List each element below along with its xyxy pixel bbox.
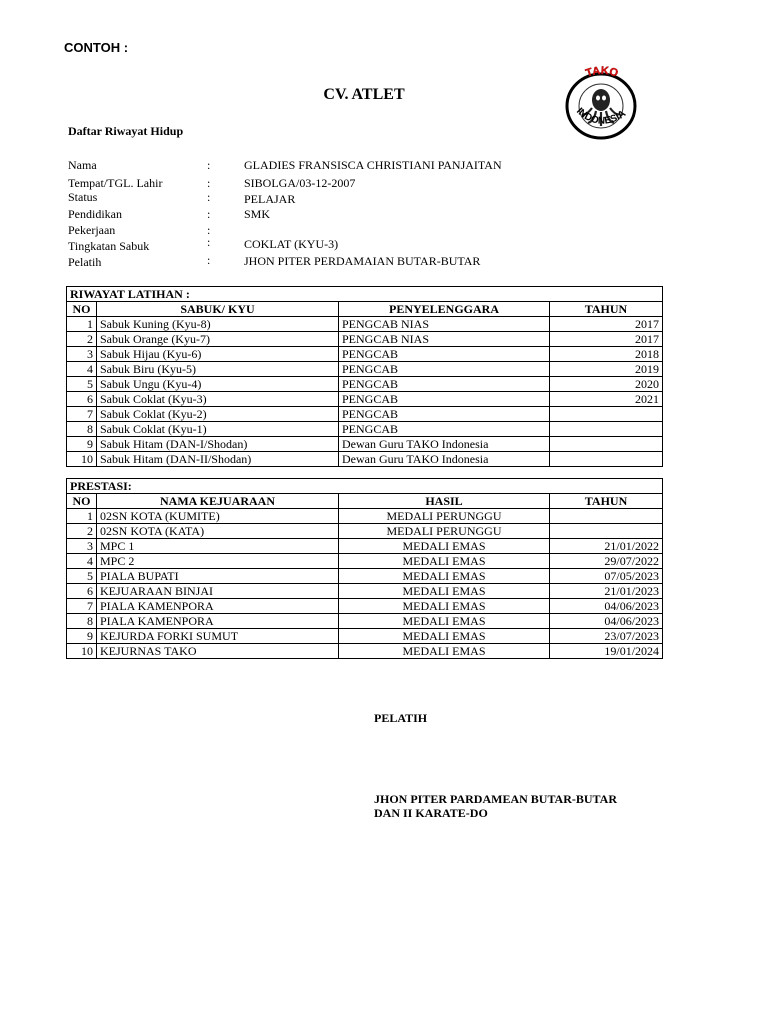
signature-block bbox=[374, 792, 617, 820]
table-cell: MPC 1 bbox=[97, 539, 339, 554]
table-header-row bbox=[67, 494, 663, 509]
table-cell: 07/05/2023 bbox=[550, 569, 663, 584]
training-history-table bbox=[66, 286, 663, 467]
table-cell: Sabuk Coklat (Kyu-3) bbox=[97, 392, 339, 407]
table-cell: 8 bbox=[67, 422, 97, 437]
table-cell: KEJUARAAN BINJAI bbox=[97, 584, 339, 599]
table-cell: Sabuk Ungu (Kyu-4) bbox=[97, 377, 339, 392]
table-cell: 6 bbox=[67, 584, 97, 599]
table-row bbox=[67, 437, 663, 452]
table-cell bbox=[550, 524, 663, 539]
table-cell: PIALA KAMENPORA bbox=[97, 614, 339, 629]
table-cell: 04/06/2023 bbox=[550, 599, 663, 614]
table-cell: 5 bbox=[67, 569, 97, 584]
column-header: TAHUN bbox=[550, 302, 663, 317]
table-cell: KEJURDA FORKI SUMUT bbox=[97, 629, 339, 644]
column-header: SABUK/ KYU bbox=[97, 302, 339, 317]
table-cell: KEJURNAS TAKO bbox=[97, 644, 339, 659]
table-row bbox=[67, 317, 663, 332]
table-cell bbox=[550, 437, 663, 452]
table-section-title-row bbox=[67, 287, 663, 302]
info-value: COKLAT (KYU-3) bbox=[244, 237, 339, 251]
document-subtitle: Daftar Riwayat Hidup bbox=[68, 124, 184, 138]
table-row bbox=[67, 332, 663, 347]
section-title: PRESTASI: bbox=[67, 479, 663, 494]
column-header: PENYELENGGARA bbox=[339, 302, 550, 317]
table-cell bbox=[550, 422, 663, 437]
table-cell: Dewan Guru TAKO Indonesia bbox=[339, 452, 550, 467]
table-cell: MEDALI EMAS bbox=[339, 599, 550, 614]
table-cell: 2021 bbox=[550, 392, 663, 407]
info-value: SMK bbox=[244, 207, 271, 221]
table-cell: 9 bbox=[67, 629, 97, 644]
info-value: PELAJAR bbox=[244, 192, 296, 206]
table-cell: 2017 bbox=[550, 317, 663, 332]
table-cell: Sabuk Hitam (DAN-I/Shodan) bbox=[97, 437, 339, 452]
info-colon: : bbox=[207, 223, 211, 237]
info-label: Pekerjaan bbox=[68, 223, 116, 237]
logo-text-top: TAKO bbox=[584, 66, 620, 80]
table-cell: MEDALI EMAS bbox=[339, 554, 550, 569]
page-title: CV. ATLET bbox=[323, 86, 405, 103]
info-colon: : bbox=[207, 253, 211, 267]
table-row bbox=[67, 629, 663, 644]
table-cell: PIALA BUPATI bbox=[97, 569, 339, 584]
table-cell: Sabuk Kuning (Kyu-8) bbox=[97, 317, 339, 332]
table-cell: 7 bbox=[67, 407, 97, 422]
table-row bbox=[67, 509, 663, 524]
table-cell: Sabuk Coklat (Kyu-1) bbox=[97, 422, 339, 437]
table-cell: MEDALI EMAS bbox=[339, 539, 550, 554]
table-row bbox=[67, 599, 663, 614]
table-cell: PENGCAB bbox=[339, 392, 550, 407]
table-cell: Sabuk Hitam (DAN-II/Shodan) bbox=[97, 452, 339, 467]
table-row bbox=[67, 377, 663, 392]
table-cell: 1 bbox=[67, 509, 97, 524]
table-cell: 4 bbox=[67, 362, 97, 377]
table-cell: MEDALI EMAS bbox=[339, 614, 550, 629]
training-history-rows bbox=[67, 317, 663, 467]
tako-indonesia-logo bbox=[554, 66, 648, 144]
column-header: NAMA KEJUARAAN bbox=[97, 494, 339, 509]
table-cell: 21/01/2023 bbox=[550, 584, 663, 599]
table-cell: 2018 bbox=[550, 347, 663, 362]
table-cell bbox=[550, 452, 663, 467]
table-cell: 10 bbox=[67, 644, 97, 659]
info-colon: : bbox=[207, 158, 211, 172]
section-title: RIWAYAT LATIHAN : bbox=[67, 287, 663, 302]
table-row bbox=[67, 452, 663, 467]
table-cell: PIALA KAMENPORA bbox=[97, 599, 339, 614]
table-cell: 23/07/2023 bbox=[550, 629, 663, 644]
example-label: CONTOH : bbox=[64, 40, 129, 55]
achievements-table bbox=[66, 478, 663, 659]
signature-label: PELATIH bbox=[374, 711, 428, 725]
table-header-row bbox=[67, 302, 663, 317]
table-cell: MEDALI EMAS bbox=[339, 584, 550, 599]
table-row bbox=[67, 362, 663, 377]
table-cell: 2020 bbox=[550, 377, 663, 392]
signature-name: JHON PITER PARDAMEAN BUTAR-BUTAR bbox=[374, 792, 617, 806]
info-value: GLADIES FRANSISCA CHRISTIANI PANJAITAN bbox=[244, 158, 502, 172]
column-header: TAHUN bbox=[550, 494, 663, 509]
info-label: Pendidikan bbox=[68, 207, 122, 221]
table-section-title-row bbox=[67, 479, 663, 494]
table-cell: Sabuk Biru (Kyu-5) bbox=[97, 362, 339, 377]
table-cell: 2017 bbox=[550, 332, 663, 347]
info-label: Nama bbox=[68, 158, 97, 172]
table-cell: MEDALI EMAS bbox=[339, 644, 550, 659]
table-cell: 10 bbox=[67, 452, 97, 467]
table-cell: MEDALI PERUNGGU bbox=[339, 524, 550, 539]
table-row bbox=[67, 524, 663, 539]
table-row bbox=[67, 422, 663, 437]
table-cell: 04/06/2023 bbox=[550, 614, 663, 629]
info-value: JHON PITER PERDAMAIAN BUTAR-BUTAR bbox=[244, 254, 481, 268]
table-cell: PENGCAB bbox=[339, 347, 550, 362]
achievements-rows bbox=[67, 509, 663, 659]
table-cell: Sabuk Hijau (Kyu-6) bbox=[97, 347, 339, 362]
table-cell: Sabuk Orange (Kyu-7) bbox=[97, 332, 339, 347]
table-cell: MEDALI EMAS bbox=[339, 569, 550, 584]
table-cell: 2 bbox=[67, 332, 97, 347]
table-cell bbox=[550, 509, 663, 524]
info-label: Pelatih bbox=[68, 255, 102, 269]
column-header: HASIL bbox=[339, 494, 550, 509]
table-row bbox=[67, 392, 663, 407]
info-colon: : bbox=[207, 207, 211, 221]
table-cell: 3 bbox=[67, 347, 97, 362]
table-cell: PENGCAB NIAS bbox=[339, 317, 550, 332]
table-row bbox=[67, 407, 663, 422]
signature-rank: DAN II KARATE-DO bbox=[374, 806, 488, 820]
table-cell: PENGCAB bbox=[339, 362, 550, 377]
table-cell: 5 bbox=[67, 377, 97, 392]
table-cell: 21/01/2022 bbox=[550, 539, 663, 554]
logo-text-bottom: INDONESIA bbox=[573, 105, 629, 127]
table-cell bbox=[550, 407, 663, 422]
table-row bbox=[67, 644, 663, 659]
table-cell: 2 bbox=[67, 524, 97, 539]
info-colon: : bbox=[207, 235, 211, 249]
table-cell: 1 bbox=[67, 317, 97, 332]
table-cell: PENGCAB bbox=[339, 407, 550, 422]
info-label: Status bbox=[68, 190, 98, 204]
info-colon: : bbox=[207, 176, 211, 190]
table-cell: MPC 2 bbox=[97, 554, 339, 569]
table-cell: 02SN KOTA (KUMITE) bbox=[97, 509, 339, 524]
column-header: NO bbox=[67, 302, 97, 317]
table-cell: 3 bbox=[67, 539, 97, 554]
info-colon: : bbox=[207, 190, 211, 204]
info-label: Tempat/TGL. Lahir bbox=[68, 176, 163, 190]
table-cell: 4 bbox=[67, 554, 97, 569]
table-cell: 8 bbox=[67, 614, 97, 629]
table-cell: 29/07/2022 bbox=[550, 554, 663, 569]
table-row bbox=[67, 584, 663, 599]
table-cell: PENGCAB NIAS bbox=[339, 332, 550, 347]
table-row bbox=[67, 554, 663, 569]
column-header: NO bbox=[67, 494, 97, 509]
table-cell: 9 bbox=[67, 437, 97, 452]
table-row bbox=[67, 347, 663, 362]
table-cell: 02SN KOTA (KATA) bbox=[97, 524, 339, 539]
table-cell: 19/01/2024 bbox=[550, 644, 663, 659]
table-cell: Sabuk Coklat (Kyu-2) bbox=[97, 407, 339, 422]
table-cell: MEDALI EMAS bbox=[339, 629, 550, 644]
table-row bbox=[67, 569, 663, 584]
table-cell: PENGCAB bbox=[339, 422, 550, 437]
info-value: SIBOLGA/03-12-2007 bbox=[244, 176, 356, 190]
table-cell: Dewan Guru TAKO Indonesia bbox=[339, 437, 550, 452]
table-cell: PENGCAB bbox=[339, 377, 550, 392]
info-label: Tingkatan Sabuk bbox=[68, 239, 150, 253]
table-cell: 2019 bbox=[550, 362, 663, 377]
table-cell: 7 bbox=[67, 599, 97, 614]
table-row bbox=[67, 614, 663, 629]
table-cell: 6 bbox=[67, 392, 97, 407]
table-row bbox=[67, 539, 663, 554]
table-cell: MEDALI PERUNGGU bbox=[339, 509, 550, 524]
